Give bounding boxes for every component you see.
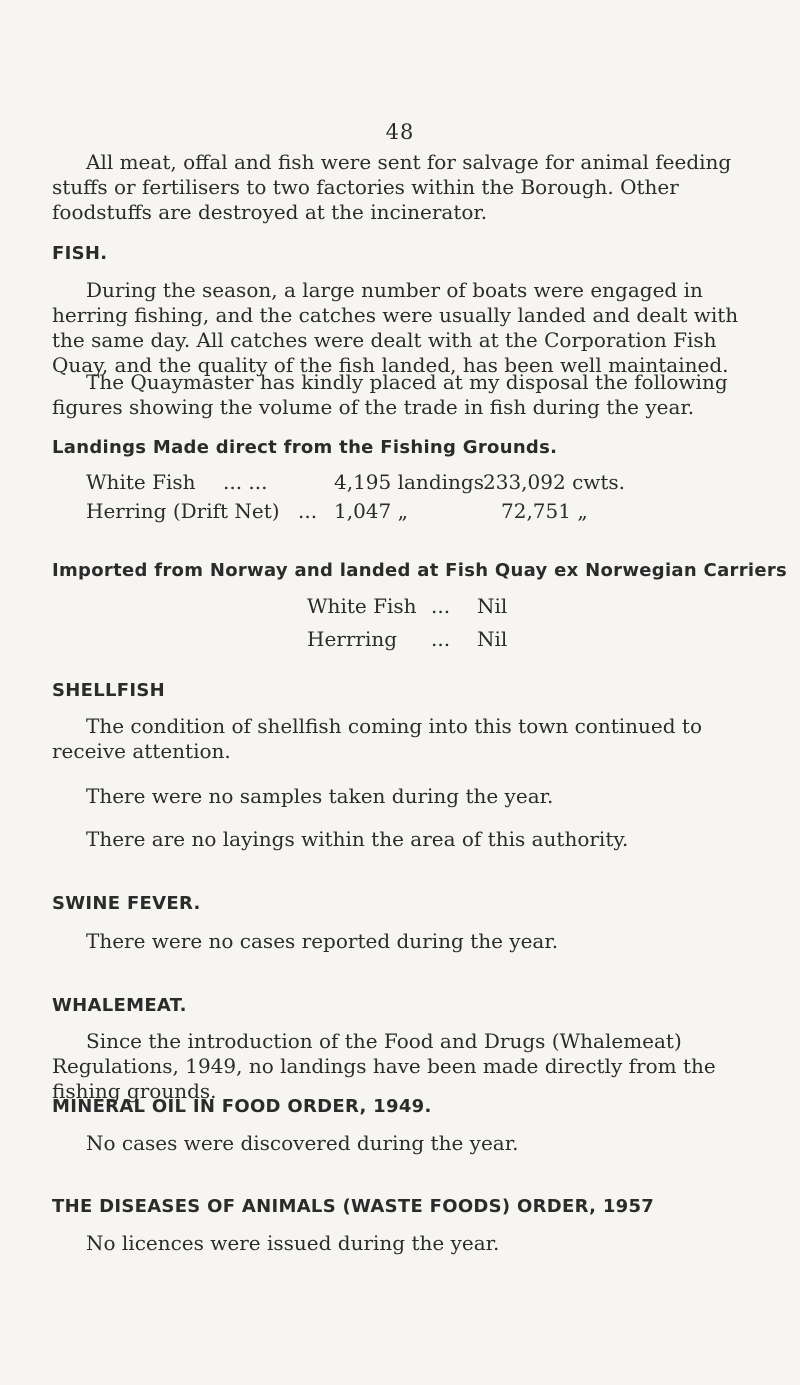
- shellfish-heading: SHELLFISH: [52, 680, 165, 701]
- landings-label: Herring (Drift Net): [86, 499, 280, 523]
- imported-value: Nil: [477, 594, 508, 618]
- shellfish-paragraph-2: There were no samples taken during the year.: [86, 784, 554, 808]
- imported-dots: ...: [431, 594, 451, 618]
- shellfish-paragraph-1-text: The condition of shellfish coming into this town continued to receive attention.: [52, 714, 702, 763]
- landings-count: 4,195 landings: [334, 470, 484, 494]
- diseases-paragraph: No licences were issued during the year.: [86, 1231, 500, 1255]
- swine-fever-heading: SWINE FEVER.: [52, 893, 201, 914]
- swine-fever-paragraph: There were no cases reported during the year.: [86, 929, 559, 953]
- whalemeat-paragraph-text: Since the introduction of the Food and Drugs (Whalemeat) Regulations, 1949, no landings have been made directly from the fishing grounds.: [52, 1029, 716, 1103]
- page-number: 48: [385, 120, 415, 144]
- intro-paragraph: [52, 150, 752, 225]
- fish-heading: FISH.: [52, 243, 108, 264]
- landings-dots: ... ...: [223, 470, 268, 494]
- landings-count: 1,047 „: [334, 499, 408, 523]
- whalemeat-heading: WHALEMEAT.: [52, 995, 187, 1016]
- diseases-heading: THE DISEASES OF ANIMALS (WASTE FOODS) ORDER, 1957: [52, 1196, 655, 1217]
- mineral-oil-heading: MINERAL OIL IN FOOD ORDER, 1949.: [52, 1096, 432, 1117]
- shellfish-paragraph-1: [52, 714, 752, 764]
- landings-dots: ...: [298, 499, 318, 523]
- landings-heading: Landings Made direct from the Fishing Grounds.: [52, 437, 558, 458]
- imported-label: White Fish: [307, 594, 417, 618]
- fish-paragraph-2-text: The Quaymaster has kindly placed at my disposal the following figures showing the volume of the trade in fish during the year.: [52, 370, 728, 419]
- fish-paragraph-2: [52, 370, 752, 420]
- imported-heading: Imported from Norway and landed at Fish Quay ex Norwegian Carriers: [52, 560, 788, 581]
- mineral-oil-paragraph: No cases were discovered during the year.: [86, 1131, 519, 1155]
- whalemeat-paragraph: [52, 1029, 752, 1104]
- landings-cwts: 233,092 cwts.: [483, 470, 626, 494]
- imported-value: Nil: [477, 627, 508, 651]
- landings-cwts: 72,751 „: [501, 499, 588, 523]
- fish-paragraph-1-text: During the season, a large number of boats were engaged in herring fishing, and the catches were usually landed and dealt with the same day. All catches were dealt with at the Corporation Fish Quay, and the quality of the fish landed, has been well maintained.: [52, 278, 739, 377]
- landings-label: White Fish: [86, 470, 196, 494]
- intro-text: All meat, offal and fish were sent for salvage for animal feeding stuffs or fertilisers to two factories within the Borough. Other foodstuffs are destroyed at the incinerator.: [52, 150, 732, 224]
- shellfish-paragraph-3: There are no layings within the area of this authority.: [86, 827, 629, 851]
- fish-paragraph-1: [52, 278, 752, 378]
- imported-dots: ...: [431, 627, 451, 651]
- imported-label: Herrring: [307, 627, 398, 651]
